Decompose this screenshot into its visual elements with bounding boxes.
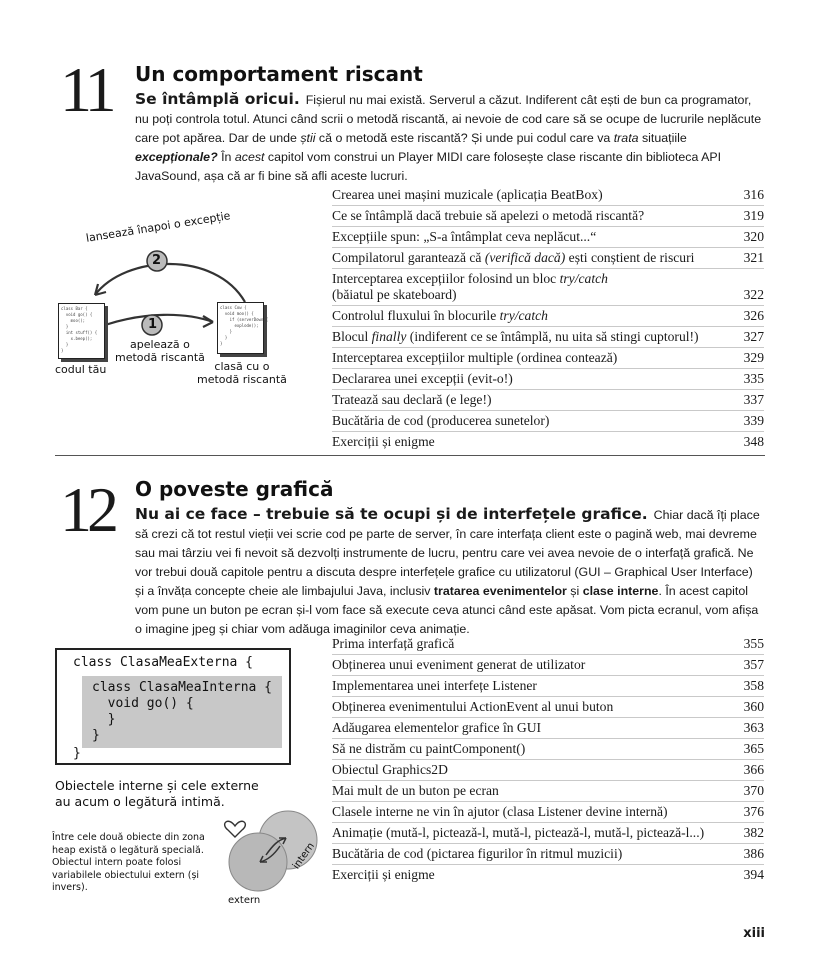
toc-title: Adăugarea elementelor grafice în GUI — [332, 720, 542, 735]
risky-class-box — [217, 302, 269, 354]
chapter-11-intro — [135, 90, 765, 186]
risky-line-1: clasă cu o — [214, 360, 270, 373]
risky-line-2: metodă riscantă — [197, 373, 287, 386]
toc-title: Exerciții și enigme — [332, 434, 435, 449]
intro-text: capitol vom construi un Player MIDI care folosește clase riscante din biblioteca API JavaSound, așa că ar fi bine să afli aceste lucruri. — [135, 150, 722, 183]
toc-page: 366 — [743, 762, 764, 777]
calls-line-2: metodă riscantă — [115, 351, 205, 364]
toc-title: Obținerea unui eveniment generat de utilizator — [332, 657, 586, 672]
chapter-11-number: 11 — [60, 54, 112, 125]
toc-page: 319 — [743, 208, 764, 223]
toc-page: 370 — [743, 783, 764, 798]
chapter-11-lead: Se întâmplă oricui. — [135, 90, 300, 108]
chapter-12-toc — [332, 634, 764, 885]
risky-class-label — [197, 360, 287, 386]
toc-page: 376 — [743, 804, 764, 819]
toc-row[interactable] — [332, 718, 764, 739]
intro-text: că o metodă este riscantă? Și unde pui codul care va — [315, 131, 614, 145]
toc-title: Animație (mută-l, pictează-l, mută-l, pictează-l, mută-l, pictează-l...) — [332, 825, 705, 840]
chapter-11-toc — [332, 185, 764, 452]
toc-title: Exerciții și enigme — [332, 867, 435, 882]
toc-page: 365 — [743, 741, 764, 756]
intro-text: situațiile — [638, 131, 687, 145]
toc-page: 322 — [743, 287, 764, 302]
toc-page: 326 — [743, 308, 764, 323]
toc-title: Excepțiile spun: „S-a întâmplat ceva neplăcut...“ — [332, 229, 597, 244]
heart-icon — [225, 821, 246, 837]
intro-emphasis: trata — [613, 131, 639, 145]
toc-title: Tratează sau declară (e lege!) — [332, 392, 492, 407]
heap-objects-illustration — [218, 800, 328, 910]
intro-emphasis: știi — [300, 131, 316, 145]
toc-title: Interceptarea excepțiilor multiple (ordinea contează) — [332, 350, 618, 365]
toc-page: 382 — [743, 825, 764, 840]
calls-risky-label — [115, 338, 205, 364]
section-divider — [55, 455, 765, 456]
toc-row[interactable] — [332, 185, 764, 206]
toc-title: Interceptarea excepțiilor folosind un bloc try/catch (băiatul pe skateboard) — [332, 271, 608, 302]
toc-title: Crearea unei mașini muzicale (aplicația BeatBox) — [332, 187, 603, 202]
chapter-12-title: O poveste grafică — [135, 477, 334, 501]
toc-row[interactable] — [332, 823, 764, 844]
toc-row[interactable] — [332, 844, 764, 865]
caption-intimate-link: Obiectele interne și cele externe au acum o legătură intimă. — [55, 778, 259, 809]
toc-title: Blocul finally (indiferent ce se întâmplă, nu uita să stingi cuptorul!) — [332, 329, 699, 344]
toc-page: 358 — [743, 678, 764, 693]
toc-page: 327 — [743, 329, 764, 344]
toc-page: 320 — [743, 229, 764, 244]
toc-title: Implementarea unei interfețe Listener — [332, 678, 537, 693]
toc-row[interactable] — [332, 348, 764, 369]
toc-row[interactable] — [332, 227, 764, 248]
toc-row[interactable] — [332, 739, 764, 760]
step-1-number: 1 — [148, 317, 158, 332]
toc-page: 321 — [743, 250, 764, 265]
toc-title: Mai mult de un buton pe ecran — [332, 783, 499, 798]
toc-page: 360 — [743, 699, 764, 714]
toc-title: Să ne distrăm cu paintComponent() — [332, 741, 526, 756]
toc-row[interactable] — [332, 865, 764, 885]
chapter-12-number: 12 — [60, 474, 114, 545]
inner-class-code: class ClasaMeaInterna { void go() { } } — [92, 680, 273, 743]
toc-title: Prima interfață grafică — [332, 636, 455, 651]
exception-diagram — [45, 209, 315, 400]
calls-line-1: apelează o — [130, 338, 190, 351]
toc-title: Compilatorul garantează că (verifică dacă) ești conștient de riscuri — [332, 250, 695, 265]
toc-title: Bucătăria de cod (producerea sunetelor) — [332, 413, 550, 428]
label-intern: intern — [291, 840, 317, 872]
toc-page: 394 — [743, 867, 764, 882]
toc-row[interactable] — [332, 206, 764, 227]
intro-text: Fișierul nu mai există. Serverul a căzut. Indiferent cât ești de bun ca programator, nu poți controla totul. Atunci când scrii o metodă riscantă, ai nevoie de cod care să se ocupe de lucrurile neplăcute care pot apărea. Dar de unde — [135, 93, 762, 145]
toc-title: Ce se întâmplă dacă trebuie să apelezi o metodă riscantă? — [332, 208, 645, 223]
toc-title: Bucătăria de cod (pictarea figurilor în ritmul muzicii) — [332, 846, 623, 861]
caption-heap-link: Între cele două obiecte din zona heap există o legătură specială. Obiectul intern poate folosi variabilele obiectului extern (și invers). — [52, 832, 205, 893]
toc-row[interactable] — [332, 655, 764, 676]
intro-text: și — [566, 584, 583, 598]
toc-title: Controlul fluxului în blocurile try/catch — [332, 308, 548, 323]
toc-row[interactable] — [332, 411, 764, 432]
toc-page: 357 — [743, 657, 764, 672]
page-number: xiii — [743, 926, 765, 941]
toc-page: 337 — [743, 392, 764, 407]
outer-class-close: } — [73, 746, 81, 761]
step-2-number: 2 — [152, 253, 162, 268]
toc-row[interactable] — [332, 781, 764, 802]
throws-back-label: lansează înapoi o excepție — [85, 209, 232, 245]
toc-page: 339 — [743, 413, 764, 428]
toc-row[interactable] — [332, 760, 764, 781]
toc-row[interactable] — [332, 432, 764, 452]
heap-objects-svg — [218, 800, 328, 910]
toc-page: 363 — [743, 720, 764, 735]
toc-row[interactable] — [332, 269, 764, 306]
toc-row[interactable] — [332, 306, 764, 327]
toc-row[interactable] — [332, 369, 764, 390]
outer-class-open: class ClasaMeaExterna { — [73, 655, 254, 670]
toc-page: 348 — [743, 434, 764, 449]
toc-row[interactable] — [332, 697, 764, 718]
chapter-11-title: Un comportament riscant — [135, 62, 423, 86]
toc-row[interactable] — [332, 802, 764, 823]
toc-page: 329 — [743, 350, 764, 365]
intro-strong: tratarea evenimentelor — [433, 584, 567, 598]
your-code-label: codul tău — [55, 363, 107, 376]
toc-page: 355 — [743, 636, 764, 651]
your-code-snippet: class Bar { void go() { moo(); } int stuff() { x.beep(); } } — [61, 306, 98, 353]
toc-title: Obținerea evenimentului ActionEvent al unui buton — [332, 699, 614, 714]
toc-row[interactable] — [332, 327, 764, 348]
toc-row[interactable] — [332, 676, 764, 697]
inner-class-code-box — [55, 648, 291, 765]
intro-emphasis: acest — [234, 150, 265, 164]
inner-class-highlight — [82, 676, 282, 748]
toc-row[interactable] — [332, 390, 764, 411]
chapter-12-intro — [135, 505, 765, 639]
toc-page: 316 — [743, 187, 764, 202]
intro-strong: excepționale? — [135, 150, 218, 164]
toc-title: Obiectul Graphics2D — [332, 762, 448, 777]
risky-code-snippet: class Cow { void moo() { if (serverDown){ explode(); } } } — [220, 305, 269, 346]
intro-text: În — [217, 150, 235, 164]
chapter-12-lead: Nu ai ce face – trebuie să te ocupi și de interfețele grafice. — [135, 505, 648, 523]
intro-strong: clase interne — [582, 584, 659, 598]
toc-page: 335 — [743, 371, 764, 386]
label-extern: extern — [228, 895, 261, 906]
toc-page: 386 — [743, 846, 764, 861]
toc-title: Clasele interne ne vin în ajutor (clasa Listener devine internă) — [332, 804, 668, 819]
toc-row[interactable] — [332, 634, 764, 655]
toc-title: Declararea unei excepții (evit-o!) — [332, 371, 513, 386]
intro-text: Chiar dacă îți place să crezi că tot restul vieții vei scrie cod pe parte de server, în care interfața client este o pagină web, mai devreme sau mai târziu vei fi nevoit să dezvolți instrumente de lucru, pentru care vei avea nevoie de o interfață grafică. Ne vor trebui două capitole pentru a discuta despre interfețele grafice cu utilizatorul (GUI – Graphical User Interface) și a învăța concepte cheie ale limbajului Java, inclusiv — [135, 508, 760, 598]
your-code-box — [58, 303, 105, 359]
toc-row[interactable] — [332, 248, 764, 269]
intro-text: . În acest capitol vom pune un buton pe ecran și-l vom face să execute ceva atunci când este apăsat. Vom picta ecranul, vom afișa o imagine jpeg și chiar vom adăuga imaginilor ceva animație. — [135, 584, 759, 636]
